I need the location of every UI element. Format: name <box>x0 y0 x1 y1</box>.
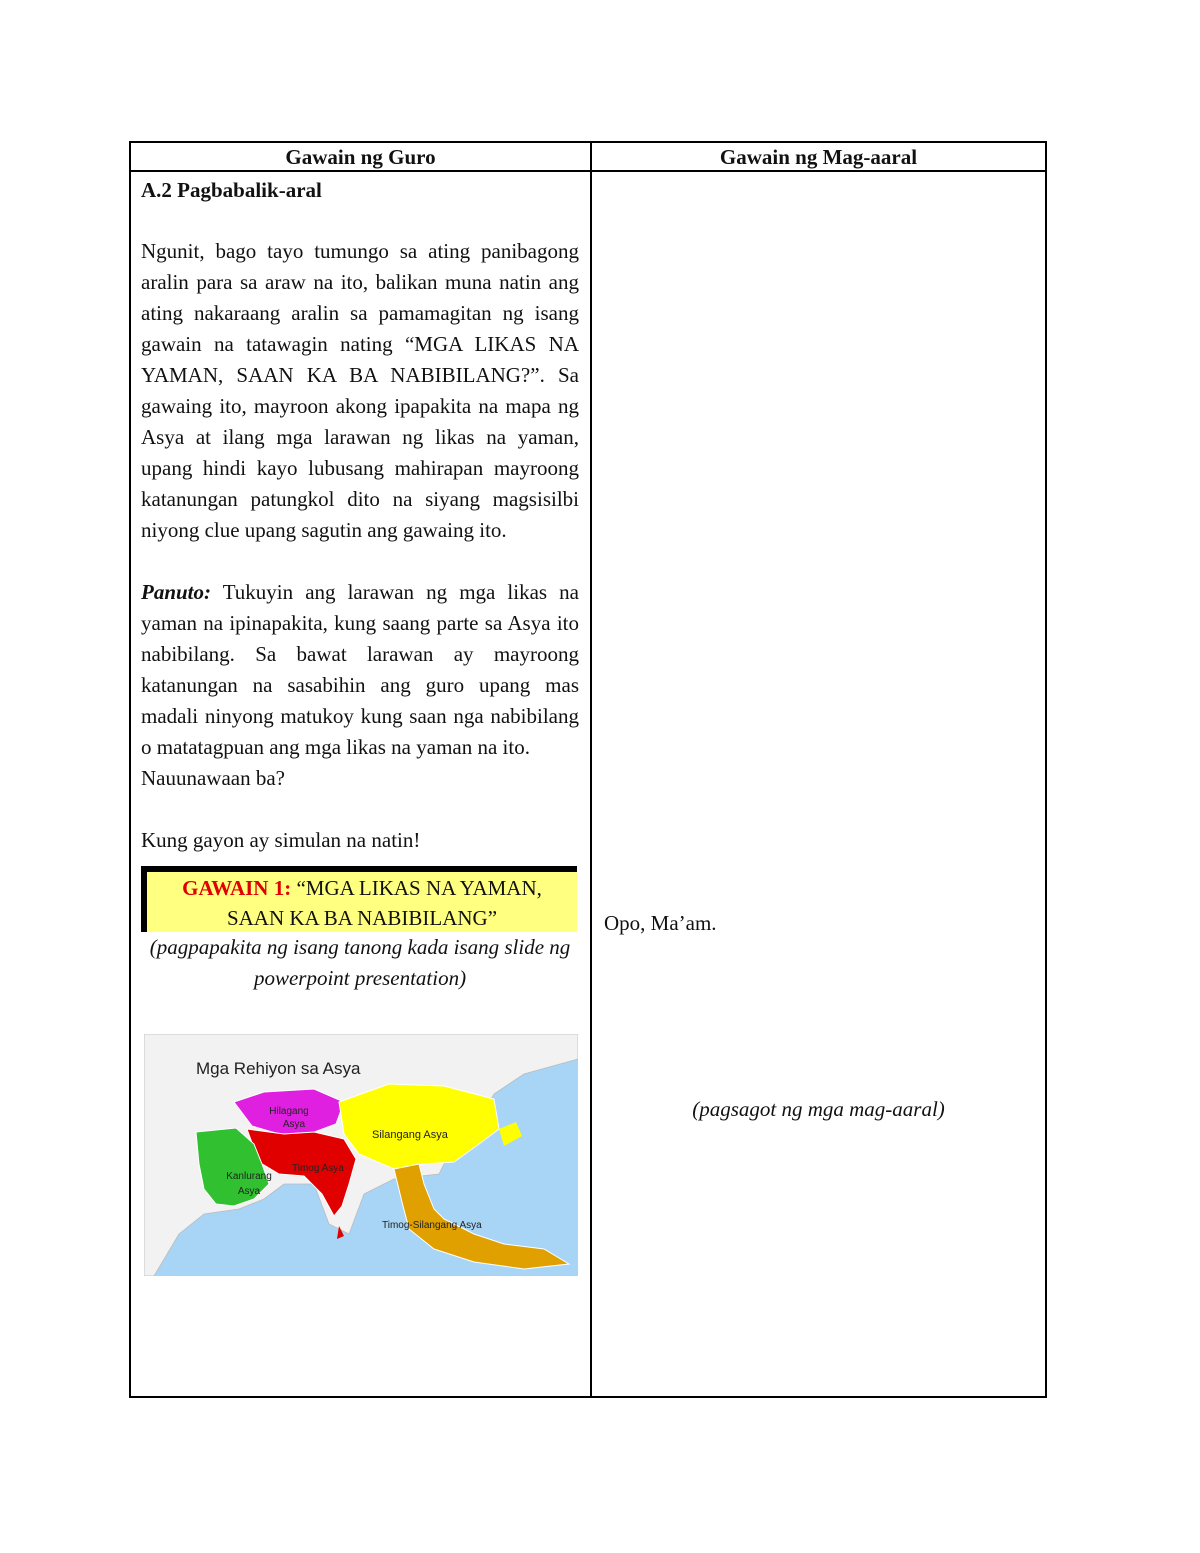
gawain-banner <box>141 866 577 932</box>
label-kanlurang-2: Asya <box>237 1186 261 1197</box>
label-kanlurang-1: Kanlurang <box>226 1171 272 1182</box>
column-divider <box>590 143 592 1396</box>
section-title: A.2 Pagbabalik-aral <box>141 178 322 202</box>
label-hilagang-2: Asya <box>282 1119 306 1130</box>
panuto-text: Tukuyin ang larawan ng mga likas na yaman na ipinapakita, kung saang parte sa Asya ito nabibilang. Sa bawat larawan ay mayroong katanungan na sasabihin ang guro upang mas madali ninyong matukoy kung saan nga nabibilang o matatagpuan ang mga likas na yaman na ito. <box>141 580 579 759</box>
question-text: Nauunawaan ba? <box>141 766 286 790</box>
header-divider <box>131 170 1045 172</box>
asia-regions-map <box>144 1034 578 1276</box>
guro-cell <box>141 175 579 1276</box>
label-silangang: Silangang Asya <box>372 1129 448 1141</box>
lesson-table <box>129 141 1047 1398</box>
panuto-label: Panuto: <box>141 580 212 604</box>
student-note: (pagsagot ng mga mag-aaral) <box>692 1097 945 1121</box>
spacer <box>141 794 579 825</box>
gawain-note: (pagpapakita ng isang tanong kada isang slide ng powerpoint presentation) <box>149 935 571 990</box>
gawain-label: GAWAIN 1: <box>182 876 292 900</box>
map-title: Mga Rehiyon sa Asya <box>196 1059 361 1078</box>
start-text: Kung gayon ay simulan na natin! <box>141 828 421 852</box>
gawain-title-line1: “MGA LIKAS NA YAMAN, <box>291 876 542 900</box>
spacer <box>141 546 579 577</box>
header-guro: Gawain ng Guro <box>285 145 436 169</box>
gawain-title-line2: SAAN KA BA NABIBILANG” <box>226 906 498 930</box>
label-hilagang-1: Hilagang <box>269 1106 309 1117</box>
student-response: Opo, Ma’am. <box>604 911 717 935</box>
header-magaaral: Gawain ng Mag-aaral <box>719 145 918 169</box>
intro-paragraph: Ngunit, bago tayo tumungo sa ating panibagong aralin para sa araw na ito, balikan muna natin ang ating nakaraang aralin sa pamamagitan ng isang gawain na tatawagin nating “MGA LIKAS NA YAMAN, SAAN KA BA NABIBILANG?”. Sa gawaing ito, mayroon akong ipapakita na mapa ng Asya at ilang mga larawan ng likas na yaman, upang hindi kayo lubusang mahirapan mayroong katanungan patungkol dito na siyang magsisilbi niyong clue upang sagutin ang gawaing ito. <box>141 239 579 542</box>
label-timog: Timog Asya <box>292 1163 344 1174</box>
panuto-paragraph <box>141 577 579 763</box>
spacer <box>141 205 579 236</box>
label-timog-silangang: Timog-Silangang Asya <box>382 1220 482 1231</box>
